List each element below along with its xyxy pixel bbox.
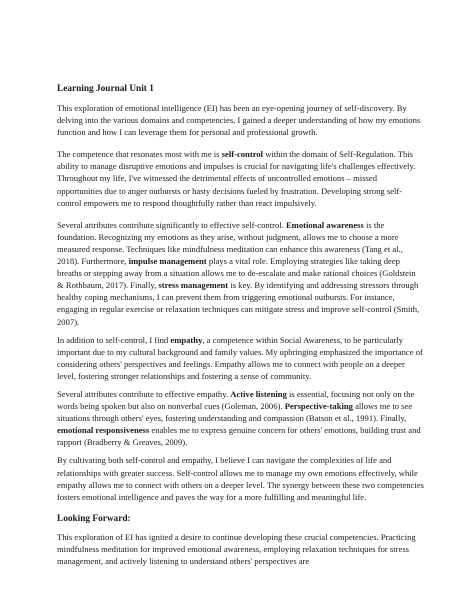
self-control-attributes-paragraph	[57, 219, 424, 328]
text-run: Several attributes contribute significantly to effective self-control.	[57, 219, 286, 230]
text-run: plays a vital role. Employing strategies like taking deep breaths or stepping away from a situation allows me to de-escalate and make rational choices (Goldstein & Rothbaum, 2017). Finally,	[57, 256, 416, 291]
bold-term-emotional-awareness: Emotional awareness	[285, 219, 364, 230]
bold-term-stress-management: stress management	[158, 280, 229, 291]
text-run: Several attributes contribute to effective empathy.	[57, 388, 231, 399]
bold-term-perspective-taking: Perspective-taking	[284, 401, 353, 412]
conclusion-paragraph: By cultivating both self-control and empathy, I believe I can navigate the complexities of life and relationships with greater success. Self-control allows me to manage my own emotions effectively, while empathy allows me to connect with others on a deeper level. The synergy between these two competencies fosters emotional intelligence and paves the way for a more fulfilling and meaningful life.	[57, 455, 424, 502]
looking-forward-paragraph: This exploration of EI has ignited a desire to continue developing these crucial competencies. Practicing mindfulness meditation for improved emotional awareness, employing relaxation techniques for stress management, and actively listening to understand others' perspectives are	[57, 531, 416, 566]
empathy-paragraph	[57, 334, 424, 382]
text-run: within the domain of Self-Regulation. This ability to manage disruptive emotions and impulses is crucial for navigating life's challenges effectively. Throughout my life, I've witnessed the detrimental effects of uncontrolled emotions – missed opportunities due to anger outbursts or hasty decisions fueled by frustration. Developing strong self-control empowers me to respond thoughtfully rather than react impulsively.	[57, 149, 416, 208]
text-run: The competence that resonates most with me is	[57, 149, 222, 160]
text-run: is key. By identifying and addressing stressors through healthy coping mechanisms, I can prevent them from triggering emotional outbursts. For instance, engaging in regular exercise or relaxation techniques can mitigate stress and improve self-control (Smith, 2007).	[57, 280, 420, 327]
text-run: allows me to see situations through others' eyes, fostering understanding and compassion (Batson et al., 1991). Finally,	[57, 401, 413, 424]
text-run: In addition to self-control, I find	[57, 334, 171, 345]
intro-paragraph: This exploration of emotional intelligence (EI) has been an eye-opening journey of self-discovery. By delving into the various domains and competencies, I gained a deeper understanding of how my emotions function and how I can leverage them for personal and professional growth.	[57, 103, 421, 138]
text-run: , a competence within Social Awareness, to be particularly important due to my cultural background and family values. My upbringing emphasized the importance of considering others' perspectives and feelings. Empathy allows me to connect with people on a deeper level, fostering stronger relationships and fostering a sense of community.	[57, 334, 423, 381]
bold-term-empathy: empathy	[170, 334, 203, 345]
bold-term-self-control: self-control	[221, 149, 264, 160]
self-control-paragraph	[57, 148, 424, 208]
text-run: is essential, focusing not only on the words being spoken but also on nonverbal cues (Goleman, 2006).	[57, 388, 415, 412]
text-run: enables me to express genuine concern for others' emotions, building trust and rapport (Bradberry & Greaves, 2009).	[57, 425, 421, 448]
bold-term-impulse-management: impulse management	[128, 256, 207, 267]
empathy-attributes-paragraph	[57, 388, 424, 448]
bold-term-active-listening: Active listening	[230, 388, 287, 399]
bold-term-emotional-responsiveness: emotional responsiveness	[57, 425, 150, 436]
text-run: is the foundation. Recognizing my emotions as they arise, without judgment, allows me to choose a more measured response. Techniques like mindfulness meditation can enhance this awareness (Tang et al., 2018). Furthermore,	[57, 219, 403, 267]
section-heading-looking-forward: Looking Forward:	[57, 513, 131, 524]
document-title: Learning Journal Unit 1	[57, 84, 154, 94]
